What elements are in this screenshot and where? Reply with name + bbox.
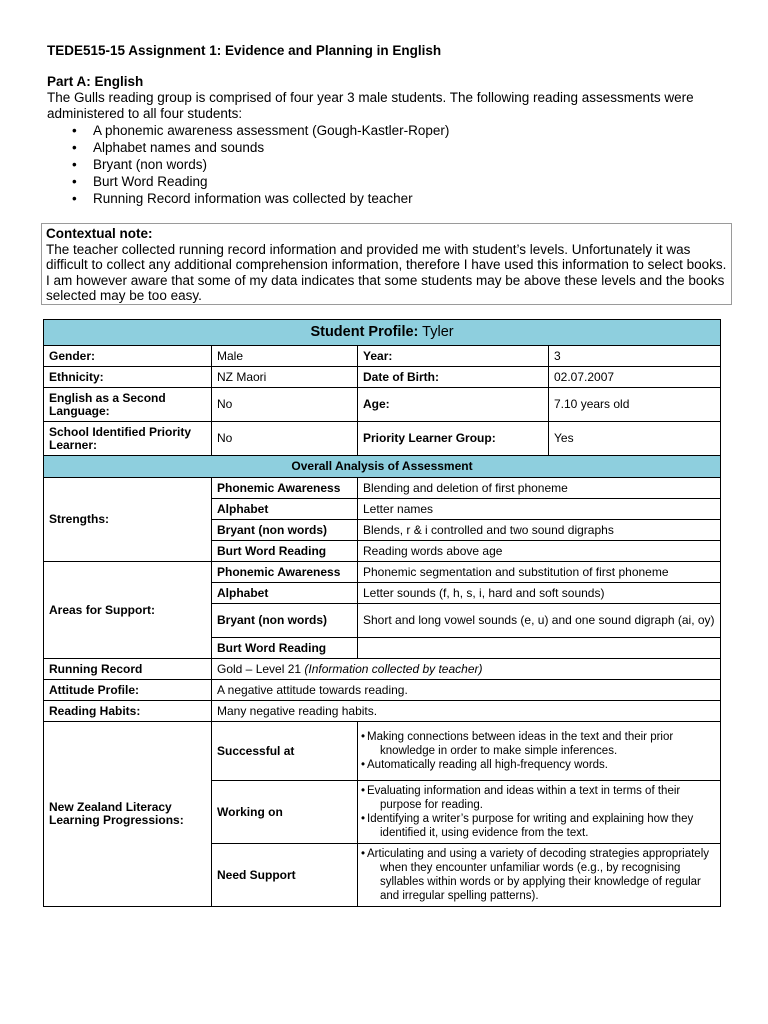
working-cell: [358, 781, 721, 844]
list-item: • Running Record information was collected by teacher: [72, 190, 449, 207]
progressions-label: New Zealand Literacy Learning Progressions:: [44, 722, 212, 907]
priority-learner-value: No: [212, 422, 358, 456]
running-record-label: Running Record: [44, 659, 212, 680]
table-row: [44, 659, 721, 680]
table-row: [44, 367, 721, 388]
dob-label: Date of Birth:: [358, 367, 549, 388]
strength-result: Reading words above age: [358, 541, 721, 562]
list-item: • A phonemic awareness assessment (Gough-Kastler-Roper): [72, 122, 449, 139]
table-row: [44, 388, 721, 422]
strength-test: Bryant (non words): [212, 520, 358, 541]
contextual-note-box: [41, 223, 732, 305]
age-value: 7.10 years old: [549, 388, 721, 422]
list-item: • Automatically reading all high-frequency words.: [361, 758, 717, 772]
ethnicity-value: NZ Maori: [212, 367, 358, 388]
analysis-heading: Overall Analysis of Assessment: [44, 456, 721, 478]
successful-cell: [358, 722, 721, 781]
esl-label: English as a Second Language:: [44, 388, 212, 422]
profile-title-label: Student Profile:: [310, 324, 419, 340]
list-item: • Alphabet names and sounds: [72, 139, 449, 156]
priority-learner-label: School Identified Priority Learner:: [44, 422, 212, 456]
ethnicity-label: Ethnicity:: [44, 367, 212, 388]
attitude-value: A negative attitude towards reading.: [212, 680, 721, 701]
strength-test: Phonemic Awareness: [212, 478, 358, 499]
strength-result: Blending and deletion of first phoneme: [358, 478, 721, 499]
working-label: Working on: [212, 781, 358, 844]
support-result: Letter sounds (f, h, s, i, hard and soft sounds): [358, 583, 721, 604]
list-item: • Identifying a writer’s purpose for writing and explaining how they identified it, using evidence from the text.: [361, 812, 717, 840]
habits-label: Reading Habits:: [44, 701, 212, 722]
table-row: [44, 422, 721, 456]
intro-paragraph: The Gulls reading group is comprised of four year 3 male students. The following reading assessments were administered to all four students:: [47, 90, 694, 121]
strengths-label: Strengths:: [44, 478, 212, 562]
dob-value: 02.07.2007: [549, 367, 721, 388]
running-record-value: [212, 659, 721, 680]
support-test: Burt Word Reading: [212, 638, 358, 659]
support-test: Alphabet: [212, 583, 358, 604]
year-label: Year:: [358, 346, 549, 367]
table-row: [44, 346, 721, 367]
gender-value: Male: [212, 346, 358, 367]
table-row: [44, 320, 721, 346]
list-item: • Burt Word Reading: [72, 173, 449, 190]
gender-label: Gender:: [44, 346, 212, 367]
need-support-cell: [358, 844, 721, 907]
document-title: TEDE515-15 Assignment 1: Evidence and Planning in English: [47, 43, 442, 58]
successful-list: [361, 730, 717, 772]
table-row: [44, 701, 721, 722]
support-test: Phonemic Awareness: [212, 562, 358, 583]
habits-value: Many negative reading habits.: [212, 701, 721, 722]
successful-label: Successful at: [212, 722, 358, 781]
student-profile-table: [43, 319, 721, 907]
strength-test: Burt Word Reading: [212, 541, 358, 562]
year-value: 3: [549, 346, 721, 367]
support-label: Areas for Support:: [44, 562, 212, 659]
working-list: [361, 784, 717, 840]
priority-group-value: Yes: [549, 422, 721, 456]
table-row: [44, 456, 721, 478]
priority-group-label: Priority Learner Group:: [358, 422, 549, 456]
student-name: Tyler: [422, 324, 454, 340]
table-row: [44, 680, 721, 701]
running-record-level: Gold – Level 21: [217, 661, 302, 676]
running-record-note: (Information collected by teacher): [304, 661, 483, 676]
profile-title: [44, 320, 721, 346]
table-row: [44, 562, 721, 583]
contextual-note-text: The teacher collected running record information and provided me with student’s levels. Unfortunately it was difficult to collect any additional comprehension information, therefore I have used this information to select books. I am however aware that some of my data indicates that some students may be above these levels and the books selected may be too easy.: [46, 241, 727, 303]
list-item: • Articulating and using a variety of decoding strategies appropriately when they encounter unfamiliar words (e.g., by recognising syllables within words or by applying their knowledge of regular and irregular spelling patterns).: [361, 847, 717, 903]
strength-result: Letter names: [358, 499, 721, 520]
strength-test: Alphabet: [212, 499, 358, 520]
table-row: [44, 722, 721, 781]
contextual-note-heading: Contextual note:: [46, 226, 153, 241]
part-heading: Part A: English: [47, 74, 144, 89]
support-result: Short and long vowel sounds (e, u) and one sound digraph (ai, oy): [358, 604, 721, 638]
list-item: • Bryant (non words): [72, 156, 449, 173]
support-result: Phonemic segmentation and substitution of first phoneme: [358, 562, 721, 583]
list-item: • Making connections between ideas in the text and their prior knowledge in order to make simple inferences.: [361, 730, 717, 758]
attitude-label: Attitude Profile:: [44, 680, 212, 701]
strength-result: Blends, r & i controlled and two sound digraphs: [358, 520, 721, 541]
support-test: Bryant (non words): [212, 604, 358, 638]
assessment-list: [72, 122, 449, 207]
list-item: • Evaluating information and ideas within a text in terms of their purpose for reading.: [361, 784, 717, 812]
support-result: [358, 638, 721, 659]
need-support-list: [361, 847, 717, 903]
table-row: [44, 478, 721, 499]
need-support-label: Need Support: [212, 844, 358, 907]
esl-value: No: [212, 388, 358, 422]
age-label: Age:: [358, 388, 549, 422]
